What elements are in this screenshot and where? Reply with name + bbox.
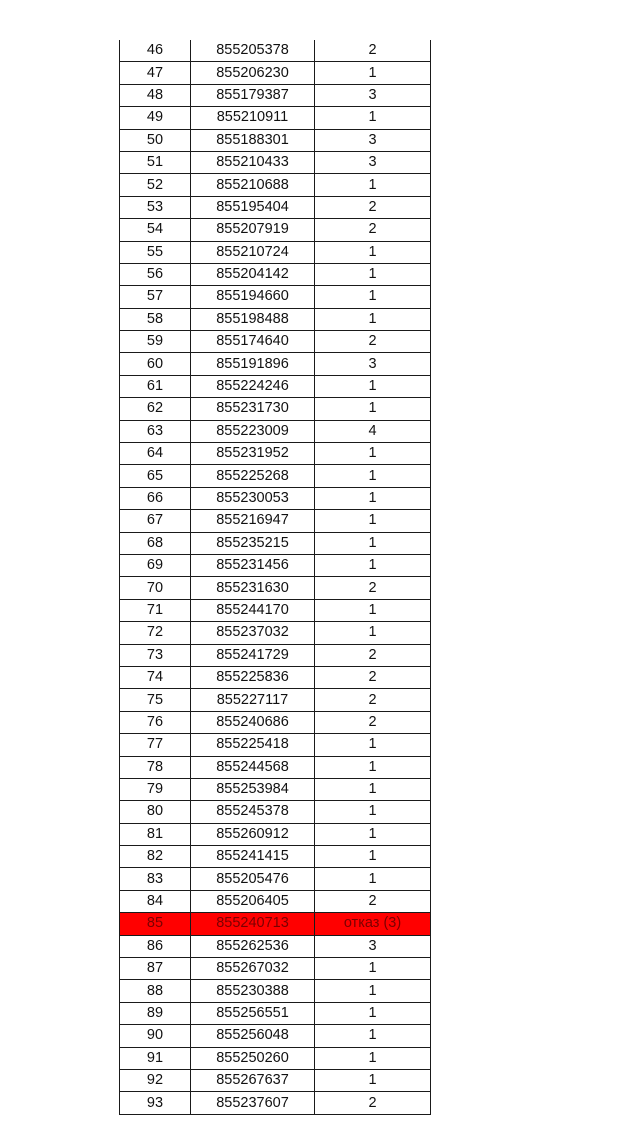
value-cell: 1 — [315, 846, 431, 868]
table-row — [120, 622, 431, 644]
row-number-cell: 92 — [120, 1069, 191, 1091]
row-number-cell: 49 — [120, 107, 191, 129]
row-number-cell: 55 — [120, 241, 191, 263]
table-row — [120, 1092, 431, 1114]
table-row — [120, 756, 431, 778]
value-cell: 2 — [315, 1092, 431, 1114]
id-cell: 855244568 — [191, 756, 315, 778]
id-cell: 855244170 — [191, 599, 315, 621]
id-cell: 855188301 — [191, 129, 315, 151]
row-number-cell: 79 — [120, 778, 191, 800]
value-cell: 1 — [315, 398, 431, 420]
row-number-cell: 67 — [120, 510, 191, 532]
id-cell: 855210433 — [191, 151, 315, 173]
row-number-cell: 85 — [120, 913, 191, 935]
id-cell: 855260912 — [191, 823, 315, 845]
value-cell: 3 — [315, 935, 431, 957]
value-cell: 3 — [315, 353, 431, 375]
value-cell: отказ (3) — [315, 913, 431, 935]
row-number-cell: 93 — [120, 1092, 191, 1114]
row-number-cell: 46 — [120, 40, 191, 62]
table-row — [120, 62, 431, 84]
value-cell: 1 — [315, 734, 431, 756]
table-row — [120, 980, 431, 1002]
row-number-cell: 65 — [120, 465, 191, 487]
id-cell: 855224246 — [191, 375, 315, 397]
id-cell: 855206405 — [191, 890, 315, 912]
table-row — [120, 443, 431, 465]
value-cell: 1 — [315, 868, 431, 890]
row-number-cell: 58 — [120, 308, 191, 330]
value-cell: 2 — [315, 577, 431, 599]
table-row — [120, 219, 431, 241]
table-row — [120, 420, 431, 442]
row-number-cell: 57 — [120, 286, 191, 308]
row-number-cell: 75 — [120, 689, 191, 711]
table-row — [120, 1025, 431, 1047]
value-cell: 2 — [315, 711, 431, 733]
id-cell: 855216947 — [191, 510, 315, 532]
table-row — [120, 599, 431, 621]
id-cell: 855191896 — [191, 353, 315, 375]
id-cell: 855240713 — [191, 913, 315, 935]
id-cell: 855250260 — [191, 1047, 315, 1069]
value-cell: 1 — [315, 241, 431, 263]
table-row — [120, 331, 431, 353]
id-cell: 855195404 — [191, 196, 315, 218]
row-number-cell: 51 — [120, 151, 191, 173]
row-number-cell: 77 — [120, 734, 191, 756]
id-cell: 855235215 — [191, 532, 315, 554]
row-number-cell: 60 — [120, 353, 191, 375]
id-cell: 855225418 — [191, 734, 315, 756]
row-number-cell: 66 — [120, 487, 191, 509]
id-cell: 855210911 — [191, 107, 315, 129]
row-number-cell: 50 — [120, 129, 191, 151]
value-cell: 1 — [315, 375, 431, 397]
value-cell: 3 — [315, 129, 431, 151]
id-cell: 855206230 — [191, 62, 315, 84]
value-cell: 1 — [315, 532, 431, 554]
id-cell: 855231456 — [191, 554, 315, 576]
value-cell: 1 — [315, 1002, 431, 1024]
id-cell: 855241415 — [191, 846, 315, 868]
id-cell: 855240686 — [191, 711, 315, 733]
id-cell: 855231730 — [191, 398, 315, 420]
value-cell: 1 — [315, 554, 431, 576]
table-row — [120, 398, 431, 420]
table-row — [120, 554, 431, 576]
value-cell: 2 — [315, 331, 431, 353]
table-row — [120, 107, 431, 129]
row-number-cell: 76 — [120, 711, 191, 733]
value-cell: 1 — [315, 958, 431, 980]
value-cell: 2 — [315, 196, 431, 218]
value-cell: 1 — [315, 510, 431, 532]
data-table — [119, 40, 431, 1115]
value-cell: 3 — [315, 151, 431, 173]
table-row — [120, 532, 431, 554]
row-number-cell: 64 — [120, 443, 191, 465]
table-row — [120, 644, 431, 666]
row-number-cell: 73 — [120, 644, 191, 666]
row-number-cell: 69 — [120, 554, 191, 576]
value-cell: 1 — [315, 443, 431, 465]
table-row — [120, 1069, 431, 1091]
id-cell: 855262536 — [191, 935, 315, 957]
table-row — [120, 689, 431, 711]
id-cell: 855194660 — [191, 286, 315, 308]
table-row-highlighted — [120, 913, 431, 935]
table-row — [120, 868, 431, 890]
value-cell: 1 — [315, 62, 431, 84]
row-number-cell: 89 — [120, 1002, 191, 1024]
table-row — [120, 308, 431, 330]
row-number-cell: 68 — [120, 532, 191, 554]
id-cell: 855253984 — [191, 778, 315, 800]
value-cell: 1 — [315, 778, 431, 800]
table-row — [120, 846, 431, 868]
value-cell: 1 — [315, 1025, 431, 1047]
id-cell: 855256048 — [191, 1025, 315, 1047]
table-row — [120, 1002, 431, 1024]
value-cell: 2 — [315, 890, 431, 912]
id-cell: 855198488 — [191, 308, 315, 330]
id-cell: 855174640 — [191, 331, 315, 353]
table-row — [120, 734, 431, 756]
table-row — [120, 577, 431, 599]
row-number-cell: 88 — [120, 980, 191, 1002]
table-row — [120, 778, 431, 800]
table-row — [120, 510, 431, 532]
table-row — [120, 375, 431, 397]
row-number-cell: 59 — [120, 331, 191, 353]
table-row — [120, 890, 431, 912]
id-cell: 855245378 — [191, 801, 315, 823]
table-row — [120, 286, 431, 308]
value-cell: 1 — [315, 286, 431, 308]
value-cell: 1 — [315, 599, 431, 621]
value-cell: 1 — [315, 756, 431, 778]
value-cell: 2 — [315, 666, 431, 688]
row-number-cell: 83 — [120, 868, 191, 890]
row-number-cell: 81 — [120, 823, 191, 845]
row-number-cell: 87 — [120, 958, 191, 980]
table-row — [120, 1047, 431, 1069]
id-cell: 855179387 — [191, 84, 315, 106]
row-number-cell: 91 — [120, 1047, 191, 1069]
value-cell: 1 — [315, 308, 431, 330]
id-cell: 855237032 — [191, 622, 315, 644]
row-number-cell: 82 — [120, 846, 191, 868]
table-row — [120, 151, 431, 173]
value-cell: 2 — [315, 40, 431, 62]
table-row — [120, 801, 431, 823]
value-cell: 3 — [315, 84, 431, 106]
id-cell: 855225268 — [191, 465, 315, 487]
value-cell: 1 — [315, 263, 431, 285]
row-number-cell: 54 — [120, 219, 191, 241]
value-cell: 2 — [315, 644, 431, 666]
table-row — [120, 40, 431, 62]
table-row — [120, 711, 431, 733]
id-cell: 855210724 — [191, 241, 315, 263]
value-cell: 1 — [315, 980, 431, 1002]
id-cell: 855241729 — [191, 644, 315, 666]
table-row — [120, 935, 431, 957]
row-number-cell: 53 — [120, 196, 191, 218]
id-cell: 855230053 — [191, 487, 315, 509]
value-cell: 1 — [315, 1069, 431, 1091]
value-cell: 1 — [315, 823, 431, 845]
table-row — [120, 666, 431, 688]
value-cell: 1 — [315, 1047, 431, 1069]
row-number-cell: 86 — [120, 935, 191, 957]
row-number-cell: 78 — [120, 756, 191, 778]
table-row — [120, 823, 431, 845]
row-number-cell: 84 — [120, 890, 191, 912]
id-cell: 855207919 — [191, 219, 315, 241]
table-row — [120, 465, 431, 487]
id-cell: 855210688 — [191, 174, 315, 196]
id-cell: 855231952 — [191, 443, 315, 465]
row-number-cell: 47 — [120, 62, 191, 84]
value-cell: 2 — [315, 689, 431, 711]
row-number-cell: 90 — [120, 1025, 191, 1047]
value-cell: 1 — [315, 487, 431, 509]
row-number-cell: 70 — [120, 577, 191, 599]
value-cell: 4 — [315, 420, 431, 442]
id-cell: 855256551 — [191, 1002, 315, 1024]
value-cell: 1 — [315, 622, 431, 644]
id-cell: 855267032 — [191, 958, 315, 980]
row-number-cell: 62 — [120, 398, 191, 420]
id-cell: 855237607 — [191, 1092, 315, 1114]
id-cell: 855204142 — [191, 263, 315, 285]
value-cell: 1 — [315, 801, 431, 823]
row-number-cell: 56 — [120, 263, 191, 285]
id-cell: 855231630 — [191, 577, 315, 599]
table-row — [120, 487, 431, 509]
table-row — [120, 129, 431, 151]
table-body — [120, 40, 431, 1114]
table-row — [120, 196, 431, 218]
table-row — [120, 241, 431, 263]
value-cell: 1 — [315, 174, 431, 196]
id-cell: 855205476 — [191, 868, 315, 890]
table-row — [120, 263, 431, 285]
table-row — [120, 958, 431, 980]
table-row — [120, 353, 431, 375]
value-cell: 2 — [315, 219, 431, 241]
id-cell: 855267637 — [191, 1069, 315, 1091]
row-number-cell: 74 — [120, 666, 191, 688]
row-number-cell: 80 — [120, 801, 191, 823]
id-cell: 855225836 — [191, 666, 315, 688]
value-cell: 1 — [315, 465, 431, 487]
id-cell: 855230388 — [191, 980, 315, 1002]
row-number-cell: 61 — [120, 375, 191, 397]
row-number-cell: 48 — [120, 84, 191, 106]
row-number-cell: 71 — [120, 599, 191, 621]
row-number-cell: 63 — [120, 420, 191, 442]
row-number-cell: 72 — [120, 622, 191, 644]
table-row — [120, 84, 431, 106]
table-row — [120, 174, 431, 196]
row-number-cell: 52 — [120, 174, 191, 196]
id-cell: 855227117 — [191, 689, 315, 711]
value-cell: 1 — [315, 107, 431, 129]
id-cell: 855223009 — [191, 420, 315, 442]
id-cell: 855205378 — [191, 40, 315, 62]
